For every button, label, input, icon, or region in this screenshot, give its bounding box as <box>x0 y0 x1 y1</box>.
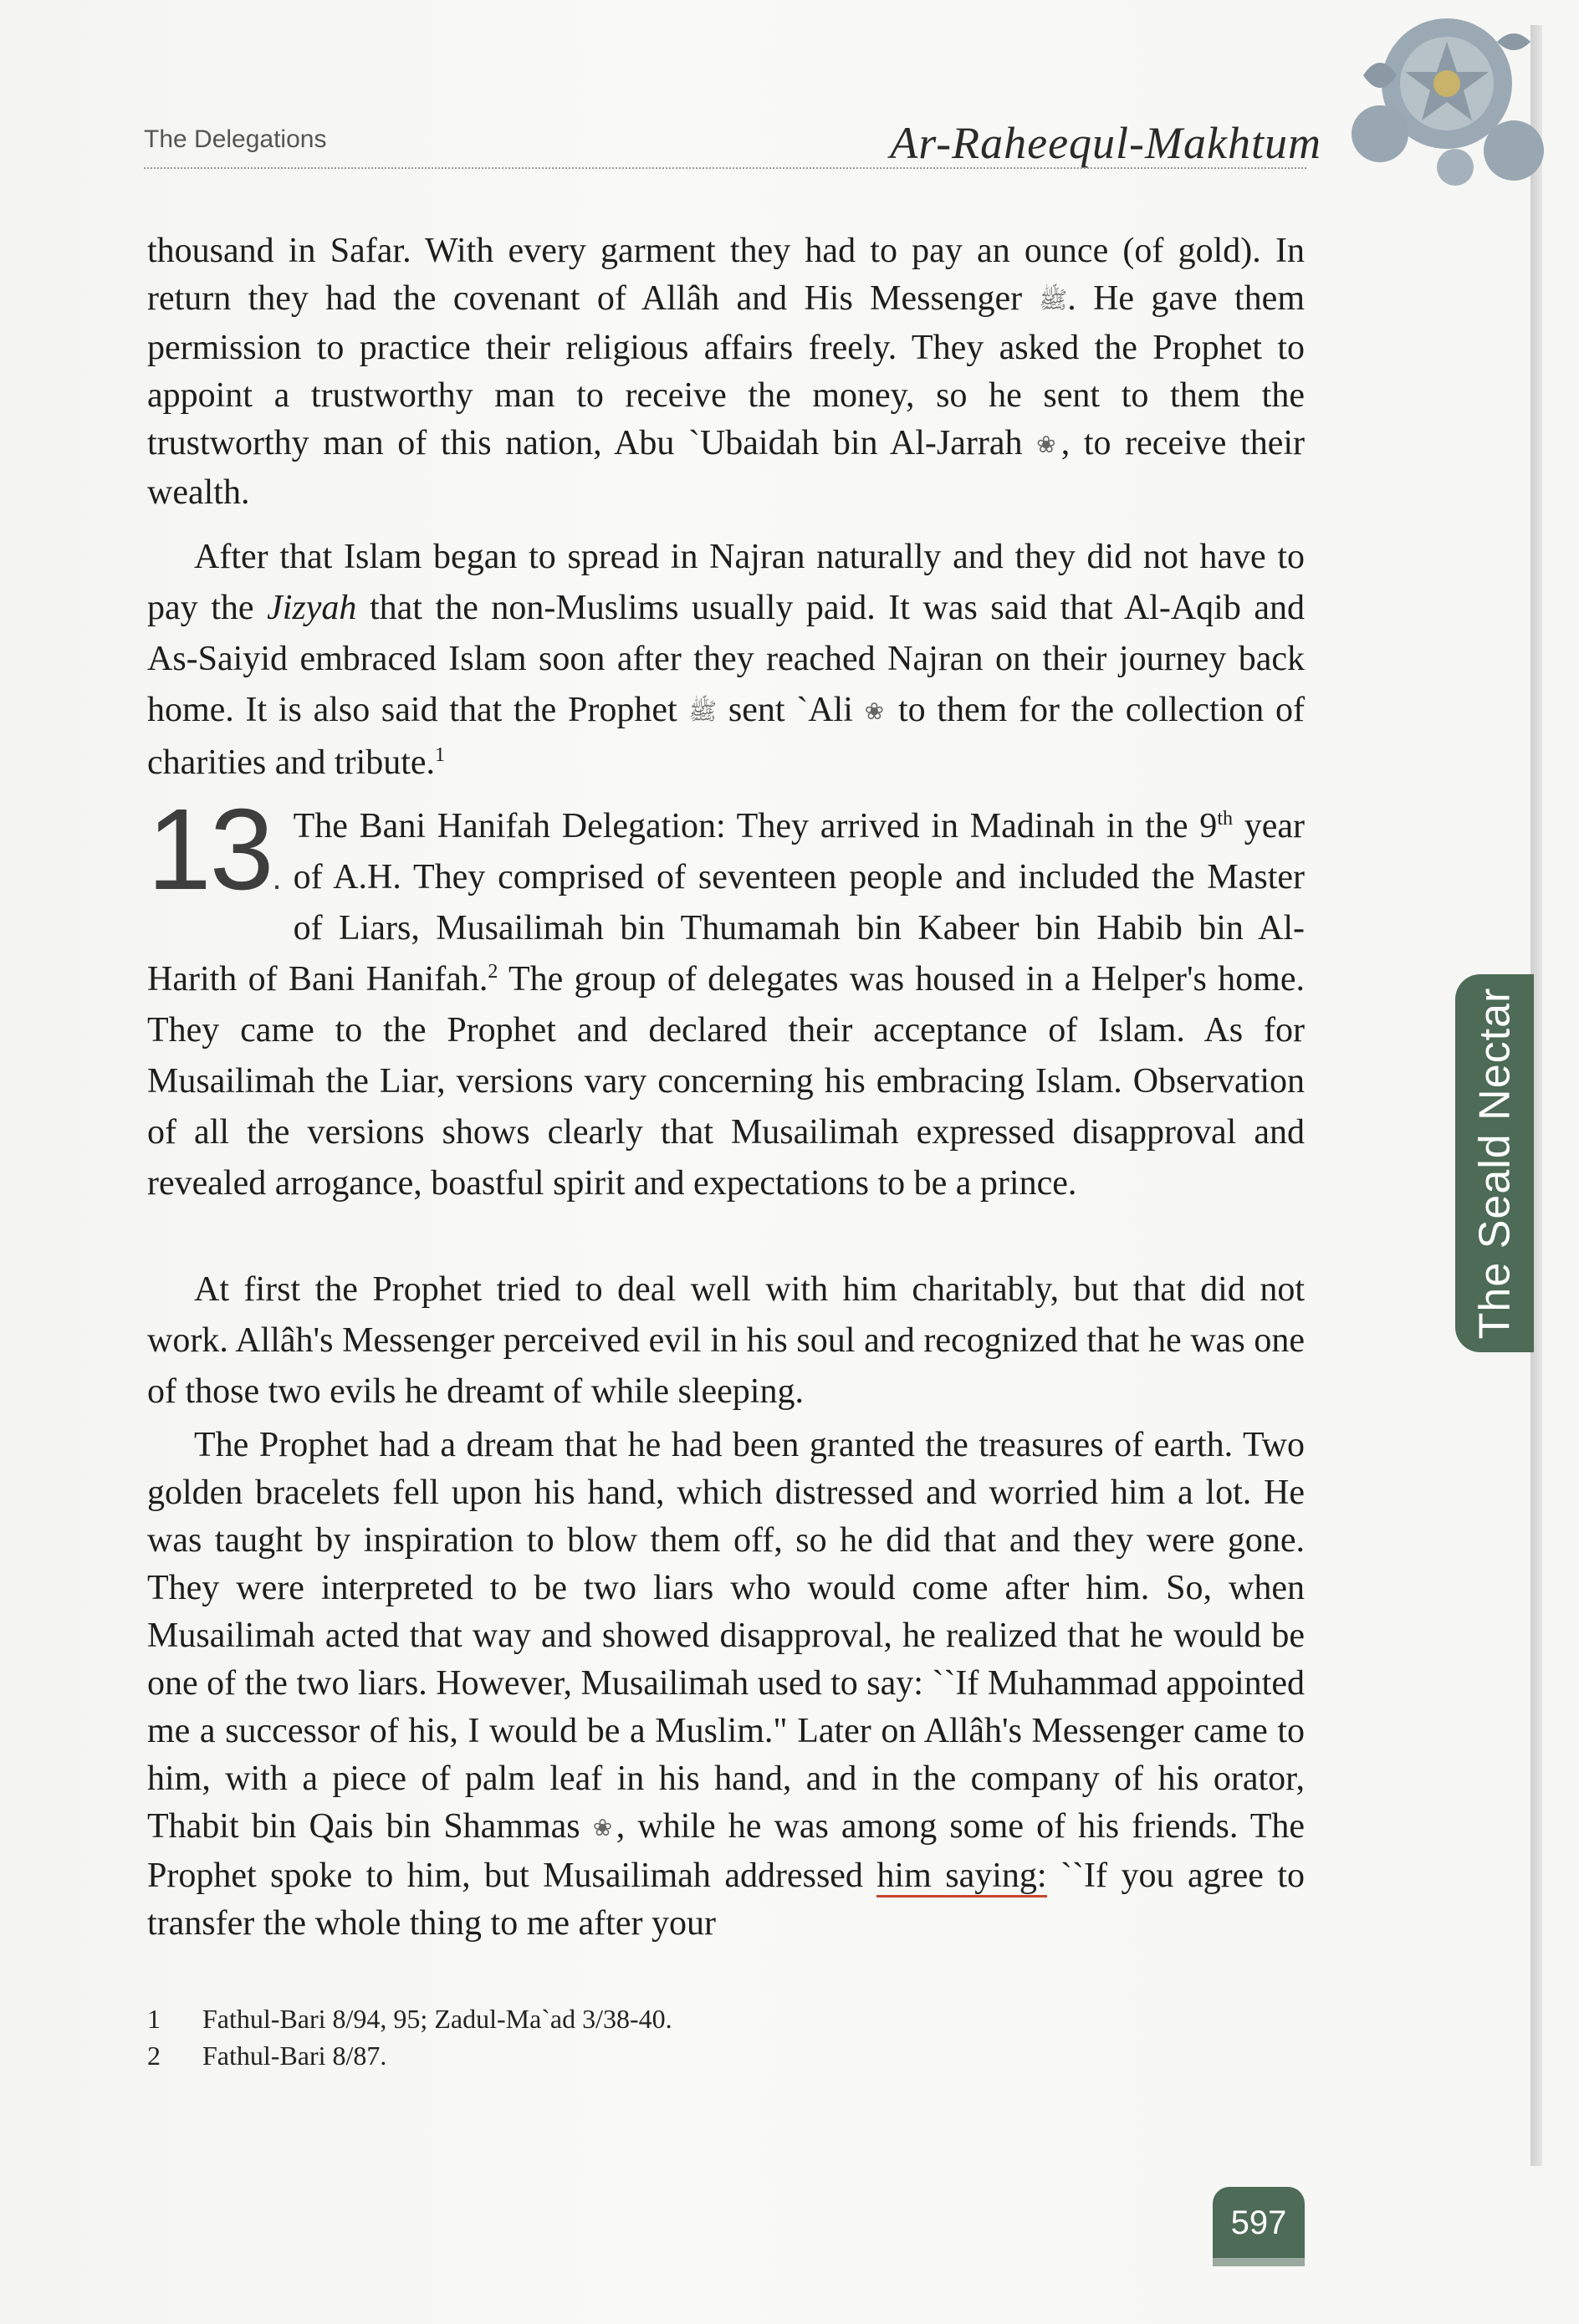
paragraph-2-text-c: sent `Ali <box>728 691 853 729</box>
term-jizyah: Jizyah <box>267 589 357 627</box>
footnote-text: Fathul-Bari 8/87. <box>202 2041 387 2071</box>
footnote-item <box>147 2000 1305 2037</box>
paragraph-5-text-b: , while he was among some of his friends. The Prophet spoke to him, but Musailimah addressed <box>147 1807 1305 1895</box>
footnote-item <box>147 2037 1305 2074</box>
paragraph-2 <box>147 532 1305 789</box>
paragraph-4-text: At first the Prophet tried to deal well with him charitably, but that did not work. Allâh's Messenger perceived evil in his soul and recognized that he was one of those two evils he dreamt of while sleeping. <box>147 1270 1305 1411</box>
section-number <box>147 785 280 925</box>
paragraph-2-text-b: that the non-Muslims usually paid. It was said that Al-Aqib and As-Saiyid embraced Islam soon after they reached Najran on their journey back home. It is also said that the Prophet <box>147 589 1306 729</box>
running-header-section: The Delegations <box>144 125 327 153</box>
footnote-number: 2 <box>147 2041 161 2071</box>
page-number-underbar <box>1213 2258 1305 2266</box>
footnote-ref-2: 2 <box>488 961 498 983</box>
side-tab-book-title <box>1455 974 1534 1352</box>
footnote-ref-1: 1 <box>435 744 446 766</box>
paragraph-4 <box>147 1264 1305 1417</box>
paragraph-2-text-a: After that Islam began to spread in Najran naturally and they did not have to pay the <box>147 538 1305 627</box>
honorific-icon: ❀ <box>1036 432 1061 458</box>
paragraph-1 <box>147 227 1305 517</box>
paragraph-1-text-c: , to receive their wealth. <box>147 424 1305 512</box>
honorific-icon: ﷺ <box>688 699 718 725</box>
paragraph-5 <box>147 1422 1305 1948</box>
underlined-phrase: him saying: <box>876 1857 1046 1898</box>
honorific-icon: ﷺ <box>1039 288 1068 314</box>
section-number-dot: . <box>272 860 280 896</box>
footnote-number: 1 <box>147 2004 161 2034</box>
side-tab-label: The Seald Nectar <box>1470 987 1519 1340</box>
footnote-text: Fathul-Bari 8/94, 95; Zadul-Ma`ad 3/38-40. <box>202 2004 672 2034</box>
paragraph-3 <box>147 785 1306 1209</box>
page-number: 597 <box>1213 2187 1305 2259</box>
paragraph-5-text-c: ``If you agree to transfer the whole thing to me after your <box>147 1857 1306 1943</box>
paragraph-3-text-b: year of A.H. They comprised of seventeen people and included the Master of Liars, Musailimah bin Thumamah bin Kabeer bin Habib bin Al-Harith of Bani Hanifah. <box>147 807 1306 999</box>
section-number-digits: 13 <box>147 785 273 914</box>
ordinal-suffix: th <box>1217 808 1233 830</box>
running-header-book-title: Ar-Raheequl-Makhtum <box>890 118 1321 168</box>
paragraph-3-text-a: The Bani Hanifah Delegation: They arrived in Madinah in the 9 <box>293 807 1218 845</box>
honorific-icon: ❀ <box>864 699 887 725</box>
honorific-icon: ❀ <box>592 1816 616 1841</box>
paragraph-1-text: thousand in Safar. With every garment they had to pay an ounce (of gold). In return they had the covenant of Allâh and His Messenger <box>147 232 1305 318</box>
header-dotted-rule <box>144 167 1306 169</box>
ornament-icon <box>1330 17 1547 192</box>
paragraph-5-text-a: The Prophet had a dream that he had been granted the treasures of earth. Two golden bracelets fell upon his hand, which distressed and worried him a lot. He was taught by inspiration to blow them off, so he did that and they were gone. They were interpreted to be two liars who would come after him. So, when Musailimah acted that way and showed disapproval, he realized that he would be one of the two liars. However, Musailimah used to say: ``If Muhammad appointed me a successor of his, I would be a Muslim." Later on Allâh's Messenger came to him, with a piece of palm leaf in his hand, and in the company of his orator, Thabit bin Qais bin Shammas <box>147 1426 1305 1846</box>
paragraph-2-text-d: to them for the collection of charities and tribute. <box>147 691 1305 782</box>
footnotes <box>147 2000 1305 2074</box>
paragraph-1-text-b: . He gave them permission to practice their religious affairs freely. They asked the Prophet to appoint a trustworthy man to receive the money, so he sent to them the trustworthy man of this nation, Abu `Ubaidah bin Al-Jarrah <box>147 279 1305 462</box>
paragraph-3-text-c: The group of delegates was housed in a Helper's home. They came to the Prophet and declared their acceptance of Islam. As for Musailimah the Liar, versions vary concerning his embracing Islam. Observation of all the versions shows clearly that Musailimah expressed disapproval and revealed arrogance, boastful spirit and expectations to be a prince. <box>147 960 1305 1203</box>
